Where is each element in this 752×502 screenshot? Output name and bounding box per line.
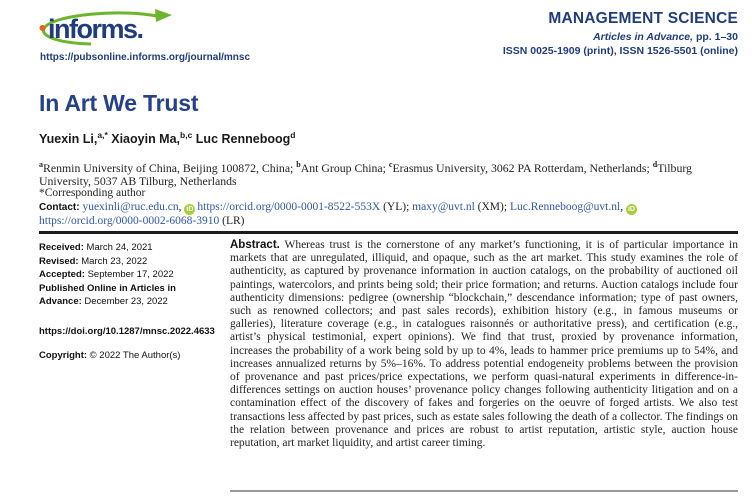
history-label: Published Online in Articles in Advance: <box>39 282 176 307</box>
abstract-text: Whereas trust is the cornerstone of any market’s functioning, it is of particular importance in markets that are unregulated, illiquid, and opaque, such as the art market. This study examines the role of authenticity, as captured by provenance information in auction catalogs, on the probability of auctioned oil paintings, watercolors, and prints being sold; their price formation; and returns. Auction catalogs include four authenticity dimensions: pedigree (ownership “blockchain,” descendance information; type of past owners, such as renowned collectors; and past sales records), exhibition history (e.g., in famous museums or galleries), literature coverage (e.g., in catalogues raisonnés or authoritative press), and certification (e.g., artist’s physical testimonial, expert opinions). We find that trust, proxied by provenance information, increases the probability of a work being sold by up to 4%, leads to hammer price premiums up to 54%, and increases annualized returns by 5%–16%. To address potential endogeneity problems between the provision of provenance and past prices/price expectations, we perform quasi-natural experiments in difference-in-differences settings on auction houses’ provenance policy changes following authenticity litigation and on a contamination effect of the discovery of fakes and forgeries on the oeuvre of forged artists. We also test transactions less affected by past prices, such as estate sales following the death of a collector. The findings on the relation between provenance and prices are robust to artist reputation, artistic style, auction house reputation, art market liquidity, and artist career timing. <box>230 239 738 450</box>
copyright-value: © 2022 The Author(s) <box>87 350 181 361</box>
article-history-list <box>39 241 219 309</box>
affiliation-superscript: c <box>388 160 393 169</box>
contact-text: , <box>620 201 626 213</box>
history-row <box>39 241 219 255</box>
affiliation-superscript: b <box>296 160 301 169</box>
contact-link[interactable]: https://orcid.org/0000-0001-8522-553X <box>197 201 381 213</box>
history-value: December 23, 2022 <box>81 296 168 307</box>
contact-link[interactable]: https://orcid.org/0000-0002-6068-3910 <box>39 215 220 227</box>
history-row <box>39 255 219 269</box>
issue-line-italic: Articles in Advance, <box>593 31 694 43</box>
copyright-line <box>39 349 219 363</box>
affiliations <box>39 158 739 189</box>
history-label: Received: <box>39 242 84 253</box>
abstract-bottom-rule <box>230 490 738 492</box>
article-title: In Art We Trust <box>39 90 199 116</box>
copyright-label: Copyright: <box>39 350 88 361</box>
history-value: September 17, 2022 <box>84 269 174 280</box>
author-line <box>39 130 295 146</box>
issn-line: ISSN 0025-1909 (print), ISSN 1526-5501 (online) <box>502 45 738 57</box>
author-affil-superscript: b,c <box>180 130 193 140</box>
journal-masthead <box>503 10 738 57</box>
affiliation-superscript: d <box>652 160 658 169</box>
history-row <box>39 268 219 282</box>
affiliation-text: Renmin University of China, Beijing 100872, China; <box>43 160 297 175</box>
informs-logo <box>36 8 178 46</box>
affiliation-superscript: a <box>39 160 43 169</box>
history-label: Accepted: <box>39 269 85 280</box>
logo-arrowhead <box>155 9 172 22</box>
issue-line-pages: pp. 1–30 <box>693 31 738 43</box>
contact-link[interactable]: maxy@uvt.nl <box>412 201 475 213</box>
contact-text: (LR) <box>219 215 245 227</box>
journal-url-link[interactable]: https://pubsonline.informs.org/journal/mnsc <box>40 52 251 63</box>
author-name: Luc Renneboog <box>195 132 291 147</box>
author-affil-superscript: d <box>290 130 296 140</box>
doi-link[interactable]: https://doi.org/10.1287/mnsc.2022.4633 <box>39 325 215 337</box>
contact-link[interactable]: Luc.Renneboog@uvt.nl <box>509 201 621 213</box>
contact-segments <box>39 201 639 227</box>
author-name: Xiaoyin Ma, <box>111 132 181 147</box>
history-value: March 24, 2021 <box>83 242 153 253</box>
article-history-sidebar <box>39 241 219 363</box>
corresponding-author-note: *Corresponding author <box>39 187 146 199</box>
author-affil-superscript: a,* <box>97 130 108 140</box>
orcid-icon[interactable]: iD <box>186 206 194 213</box>
affiliation-text: Tilburg University, 5037 AB Tilburg, Netherlands <box>39 160 692 189</box>
issue-line <box>503 31 738 43</box>
affiliation-text: Erasmus University, 3062 PA Rotterdam, Netherlands; <box>392 160 653 175</box>
contact-text: , <box>178 201 185 213</box>
journal-name: MANAGEMENT SCIENCE <box>548 10 738 27</box>
contact-link[interactable]: yuexinli@ruc.edu.cn <box>82 201 179 213</box>
informs-logo-block <box>36 8 250 63</box>
abstract <box>230 239 738 450</box>
history-row <box>39 282 219 309</box>
affiliation-text: Ant Group China; <box>300 160 389 175</box>
contact-text: (XM); <box>474 201 510 213</box>
author-name: Yuexin Li, <box>39 132 98 147</box>
orcid-icon[interactable]: iD <box>627 206 635 213</box>
contact-text: (YL); <box>380 201 413 213</box>
logo-orange-dot <box>40 25 46 31</box>
logo-text: informs. <box>48 14 143 44</box>
history-value: March 23, 2022 <box>78 255 148 267</box>
contact-label: Contact: <box>39 202 80 213</box>
header-divider-rule <box>39 231 738 234</box>
contact-line <box>39 201 687 229</box>
abstract-label: Abstract. <box>230 239 280 251</box>
history-label: Revised: <box>39 255 79 267</box>
